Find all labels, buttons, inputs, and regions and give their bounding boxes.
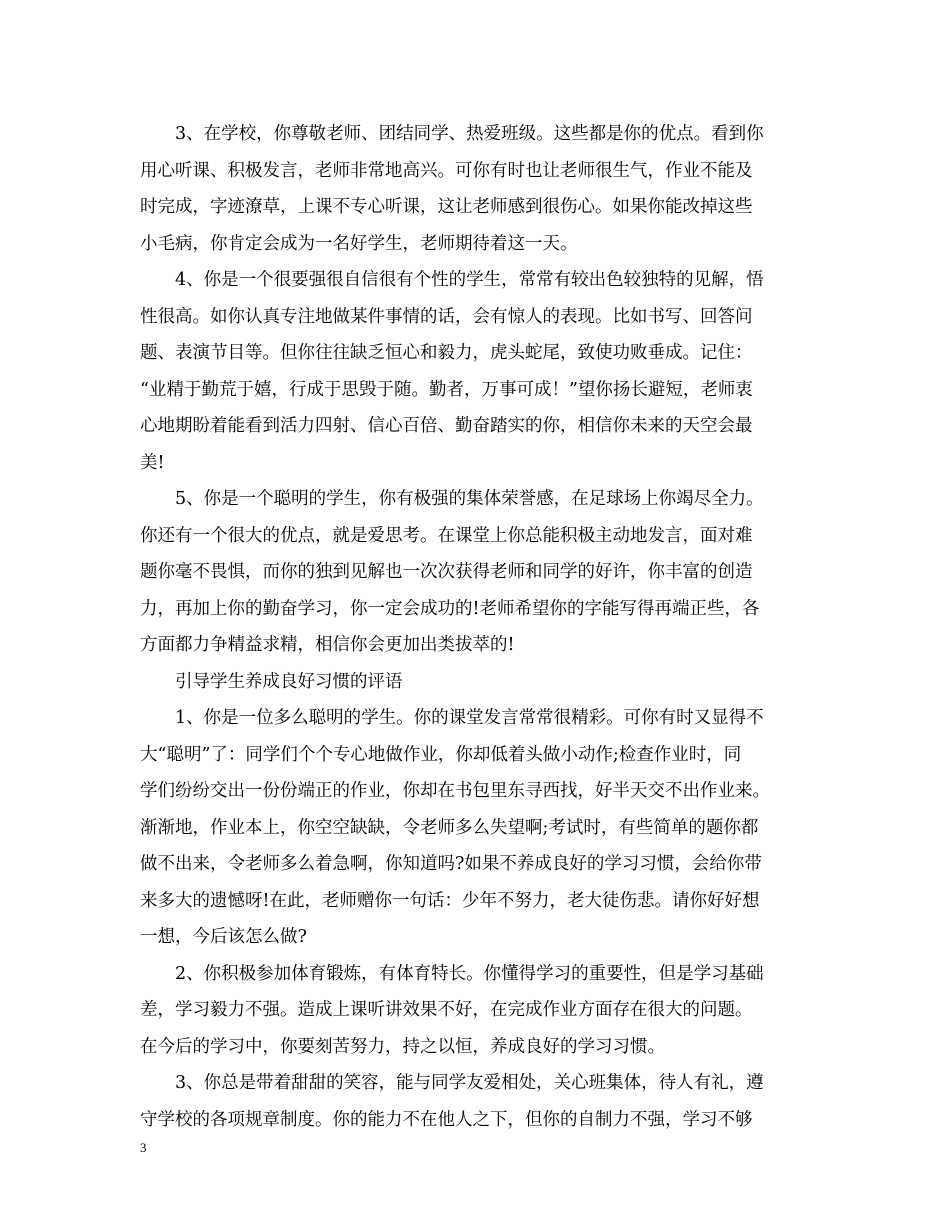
text-line: “业精于勤荒于嬉，行成于思毁于随。勤者，万事可成！”望你扬长避短，老师衷: [140, 379, 753, 400]
text-line: 力，再加上你的勤奋学习，你一定会成功的!老师希望你的字能写得再端正些，各: [140, 598, 760, 619]
text-line: 做不出来，令老师多么着急啊，你知道吗?如果不养成良好的学习习惯，会给你带: [140, 854, 762, 874]
text-line: 3、你总是带着甜甜的笑容，能与同学友爱相处，关心班集体，待人有礼，遵: [175, 1073, 764, 1093]
text-line: 在今后的学习中，你要刻苦努力，持之以恒，养成良好的学习习惯。: [140, 1036, 665, 1057]
text-line: 大“聪明”了：同学们个个专心地做作业，你却低着头做小动作;检查作业时，同: [140, 744, 742, 765]
text-line: 来多大的遗憾呀!在此，老师赠你一句话：少年不努力，老大徒伤悲。请你好好想: [140, 890, 760, 911]
text-line: 5、你是一个聪明的学生，你有极强的集体荣誉感，在足球场上你竭尽全力。: [175, 489, 764, 509]
page-number: 3: [140, 1140, 147, 1155]
text-line: 美!: [140, 452, 165, 473]
text-line: 性很高。如你认真专注地做某件事情的话，会有惊人的表现。比如书写、回答问: [140, 306, 753, 327]
text-line: 方面都力争精益求精，相信你会更加出类拔萃的!: [140, 635, 515, 655]
text-line: 题你毫不畏惧，而你的独到见解也一次次获得老师和同学的好许，你丰富的创造: [140, 562, 753, 582]
text-line: 3、在学校，你尊敬老师、团结同学、热爱班级。这些都是你的优点。看到你: [175, 124, 764, 144]
text-line: 4、你是一个很要强很自信很有个性的学生，常常有较出色较独特的见解，悟: [175, 270, 764, 290]
text-line: 渐渐地，作业本上，你空空缺缺，令老师多么失望啊;考试时，有些简单的题你都: [140, 817, 759, 838]
section-heading: 引导学生养成良好习惯的评语: [175, 671, 403, 692]
text-line: 一想，今后该怎么做?: [140, 927, 307, 947]
text-line: 心地期盼着能看到活力四射、信心百倍、勤奋踏实的你，相信你未来的天空会最: [140, 416, 753, 436]
text-line: 时完成，字迹潦草，上课不专心听课，这让老师感到很伤心。如果你能改掉这些: [140, 197, 753, 217]
text-line: 差，学习毅力不强。造成上课听讲效果不好，在完成作业方面存在很大的问题。: [140, 1000, 753, 1020]
text-line: 守学校的各项规章制度。你的能力不在他人之下，但你的自制力不强，学习不够: [140, 1109, 753, 1130]
text-line: 2、你积极参加体育锻炼，有体育特长。你懂得学习的重要性，但是学习基础: [175, 963, 764, 984]
text-line: 题、表演节目等。但你往往缺乏恒心和毅力，虎头蛇尾，致使功败垂成。记住：: [140, 343, 753, 363]
document-body: [140, 116, 820, 1138]
text-line: 学们纷纷交出一份份端正的作业，你却在书包里东寻西找，好半天交不出作业来。: [140, 781, 770, 801]
text-line: 用心听课、积极发言，老师非常地高兴。可你有时也让老师很生气，作业不能及: [140, 160, 753, 181]
text-line: 你还有一个很大的优点，就是爱思考。在课堂上你总能积极主动地发言，面对难: [140, 525, 753, 546]
text-line: 小毛病，你肯定会成为一名好学生，老师期待着这一天。: [140, 233, 578, 254]
text-line: 1、你是一位多么聪明的学生。你的课堂发言常常很精彩。可你有时又显得不: [175, 708, 764, 728]
